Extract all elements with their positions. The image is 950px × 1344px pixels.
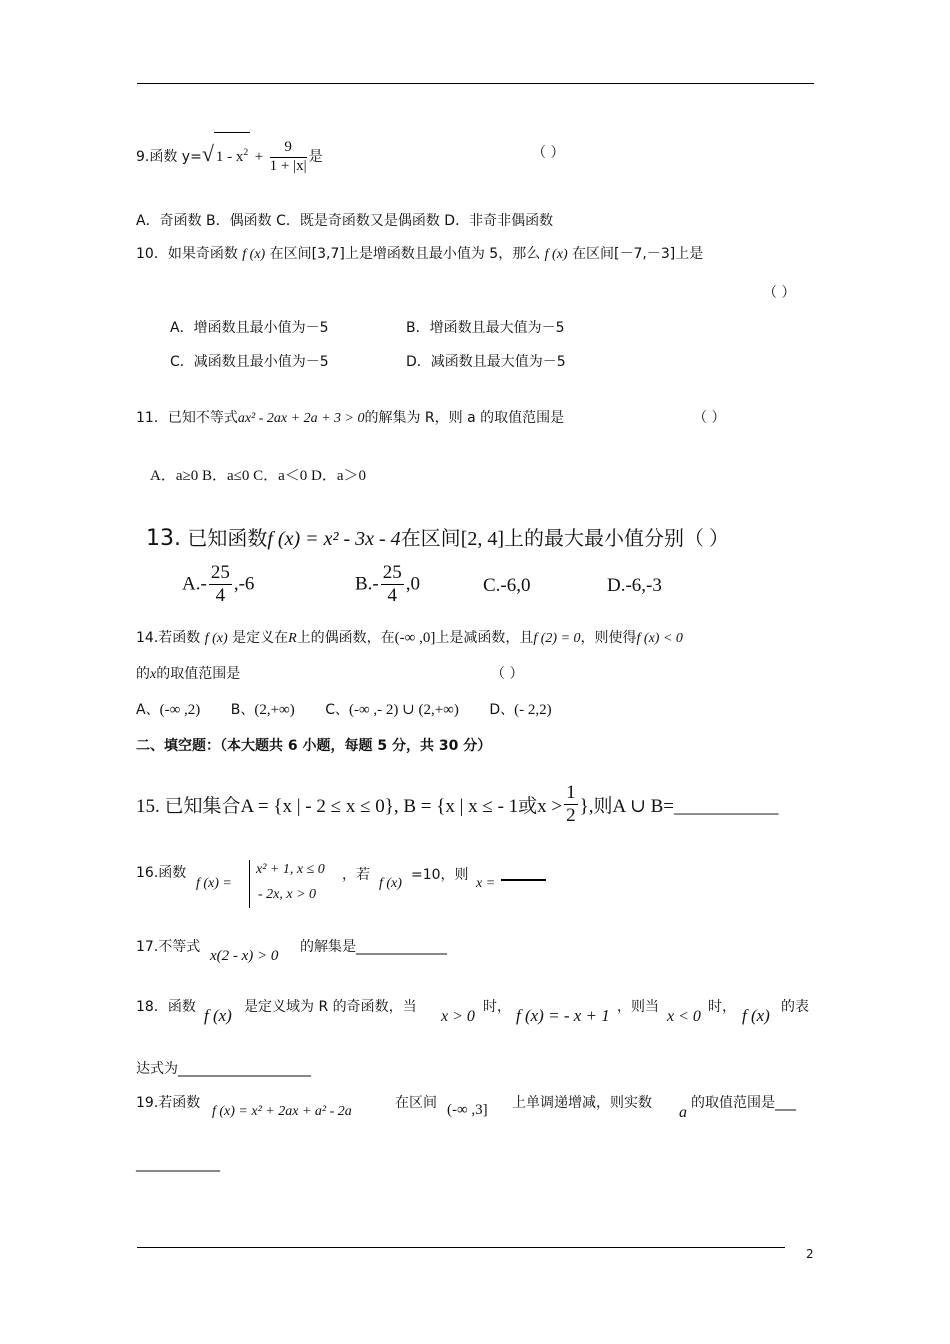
q14-option-a: A、(-∞ ,2) (136, 702, 201, 718)
q18-p6: 的表 (781, 999, 809, 1015)
q18-p4: ，则当 (617, 999, 659, 1015)
q19-p1: 19.若函数 (136, 1095, 201, 1111)
q9-suffix: 是 (308, 149, 323, 165)
q14-f1: f (x) (204, 631, 228, 646)
q16-case2: - 2x, x > 0 (258, 887, 317, 902)
q14-option-b: B、(2,+∞) (230, 702, 295, 718)
q17-p1: 17.不等式 (136, 939, 201, 955)
q10-option-a: A．增函数且最小值为－5 (170, 320, 329, 336)
q14-bracket: （ ） (491, 666, 524, 682)
q10-option-c: C．减函数且最小值为－5 (170, 354, 329, 370)
q14-p5: ，则使得 (580, 630, 637, 646)
q15-p2: },则A ∪ B=___________ (579, 795, 779, 817)
q19-p4: 的取值范围是___ (691, 1095, 796, 1111)
footer-rule (137, 1247, 785, 1248)
q10-option-d: D．减函数且最大值为－5 (406, 354, 566, 370)
q13-option-d: D.-6,-3 (607, 575, 662, 596)
question-16 (136, 862, 186, 882)
q14-p1: 14.若函数 (136, 630, 201, 646)
q17-p2: 的解集是_____________ (300, 939, 447, 955)
q13-expr: f (x) = x² - 3x - 4 (267, 528, 401, 550)
q13-text: 已知函数 (187, 528, 268, 550)
q19-expr: f (x) = x² + 2ax + a² - 2a (212, 1104, 352, 1119)
q10-f1: f (x) (242, 247, 266, 262)
q9-frac-den: 1 + |x| (269, 157, 307, 174)
q19-p2: 在区间 (395, 1095, 437, 1111)
q16-p3: =10，则 (411, 867, 469, 883)
q16-answer-line (501, 879, 546, 881)
q19-interval: (-∞ ,3] (447, 1102, 488, 1118)
q13-num: 13. (146, 526, 181, 551)
q11-p2: 的解集为 R，则 a 的取值范围是 (364, 410, 565, 426)
q13-interval: [2, 4] (460, 528, 505, 550)
q13-text2: 在区间 (400, 528, 461, 550)
q16-case1: x² + 1, x ≤ 0 (256, 862, 325, 877)
q13-option-c: C.-6,0 (483, 575, 531, 596)
question-11 (136, 407, 564, 427)
q13-text3: 上的最大最小值分别（ ） (504, 528, 730, 550)
q14-p2: 是定义在 (232, 630, 289, 646)
q18-fx: f (x) (204, 1006, 232, 1025)
q9-sqrt-sign: √ (201, 141, 214, 166)
page-number: 2 (806, 1247, 814, 1261)
q16-fx2: f (x) (379, 876, 402, 891)
q16-p1: 16.函数 (136, 865, 187, 881)
q11-bracket: （ ） (693, 410, 726, 426)
question-10 (136, 243, 703, 263)
q18-p2: 是定义域为 R 的奇函数，当 (244, 999, 417, 1015)
question-17 (136, 936, 200, 956)
q9-fraction (270, 139, 307, 175)
q14-ineq: f (x) < 0 (636, 631, 683, 646)
q16-xeq: x = (476, 876, 496, 891)
q18-p1: 18．函数 (136, 999, 196, 1015)
q13-option-a-fraction: $\frac{25}{4}$ (210, 562, 230, 606)
q18-fx2: f (x) (742, 1006, 770, 1025)
q14-cond: f (2) = 0 (533, 631, 581, 646)
q13-option-b-fraction: $\frac{25}{4}$ (382, 562, 402, 606)
q10-bracket: （ ） (763, 285, 796, 301)
q10-p2: 在区间[3,7]上是增函数且最小值为 5，那么 (269, 246, 541, 262)
q18-c1: x > 0 (441, 1008, 475, 1025)
q11-options: A．a≥0 B．a≤0 C．a＜0 D．a＞0 (150, 468, 367, 484)
q14-p3: 上的偶函数，在 (296, 630, 395, 646)
q14-option-c: C、(-∞ ,- 2) ∪ (2,+∞) (325, 702, 459, 718)
q10-option-b: B．增函数且最大值为－5 (406, 320, 565, 336)
q18-c2: x < 0 (667, 1008, 701, 1025)
q9-prefix: 9.函数 y= (136, 149, 202, 165)
q14-p4: 上是减函数，且 (435, 630, 534, 646)
q11-expr: ax² - 2ax + 2a + 3 > 0 (237, 411, 365, 426)
question-14 (136, 627, 683, 647)
q17-expr: x(2 - x) > 0 (210, 948, 279, 964)
q14-interval: (-∞ ,0] (394, 630, 436, 646)
q13-option-b: B.- $\frac{25}{4}$ ,0 (355, 562, 420, 606)
question-15 (136, 782, 779, 827)
q10-f2: f (x) (544, 247, 568, 262)
q19-line2: ____________ (136, 1156, 220, 1172)
q11-p1: 11．已知不等式 (136, 410, 238, 426)
section-title-fill-in: 二、填空题：（本大题共 6 小题，每题 5 分，共 30 分） (136, 738, 492, 754)
q9-frac-num: 9 (270, 139, 307, 157)
q19-p3: 上单调递增减，则实数 (512, 1095, 652, 1111)
q9-sqrt-body: $1 - x^2$ (214, 132, 250, 177)
question-9 (136, 132, 323, 192)
q16-fx: f (x) = (196, 876, 232, 891)
header-rule (137, 83, 814, 84)
q9-plus: + (254, 149, 264, 165)
q10-p3: 在区间[－7,－3]上是 (572, 246, 704, 262)
q18-p3: 时， (483, 999, 511, 1015)
q19-a: a (679, 1104, 687, 1121)
q9-bracket: （ ） (532, 145, 565, 161)
q18-e1: f (x) = - x + 1 (516, 1006, 610, 1025)
q14-line2: 的x的取值范围是 (136, 666, 241, 682)
q16-p2: ，若 (342, 867, 370, 883)
q18-p5: 时， (708, 999, 736, 1015)
q18-line2: 达式为___________________ (136, 1061, 311, 1077)
q13-option-a: A.- $\frac{25}{4}$ ,-6 (182, 562, 255, 606)
q15-fraction: $\frac{1}{2}$ (566, 782, 576, 826)
q14-option-d: D、(- 2,2) (489, 702, 552, 718)
q14-options (136, 699, 552, 719)
q9-options: A．奇函数 B．偶函数 C．既是奇函数又是偶函数 D．非奇非偶函数 (136, 213, 554, 229)
q15-p1: 15. 已知集合A = {x | - 2 ≤ x ≤ 0}, B = {x | x ≤ - 1或x > (136, 795, 563, 817)
question-13 (146, 522, 729, 551)
q14-R: R (288, 631, 297, 646)
q16-brace (249, 860, 256, 908)
q10-p1: 10．如果奇函数 (136, 246, 238, 262)
